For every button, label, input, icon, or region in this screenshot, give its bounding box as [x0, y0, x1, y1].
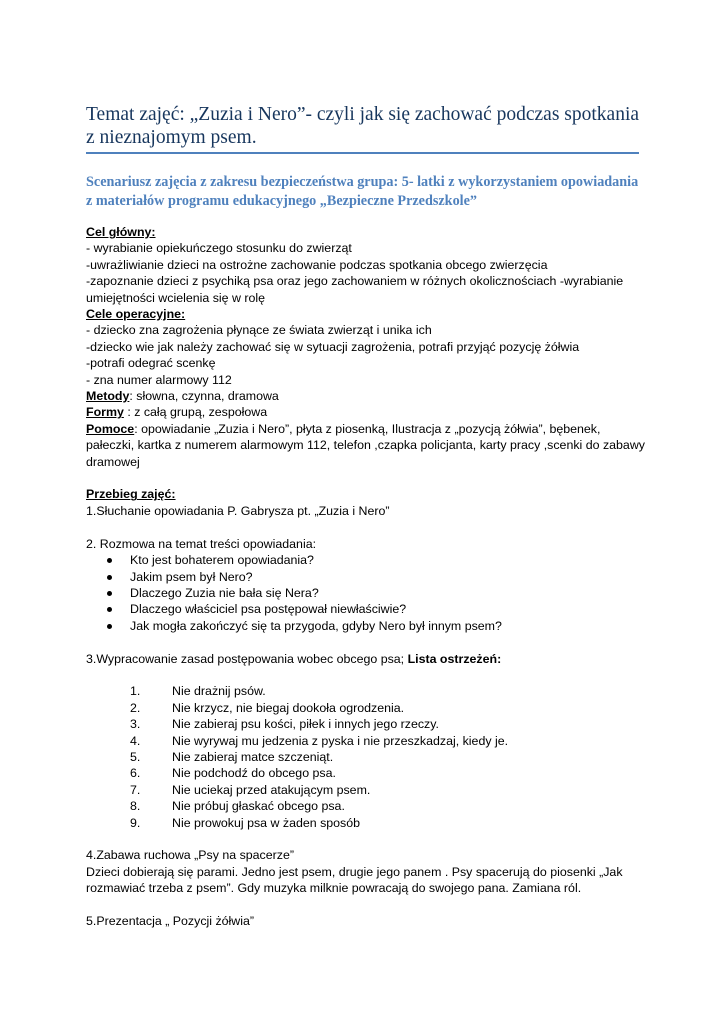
rule-number: 1. [130, 684, 141, 699]
cel-glowny-item: - wyrabianie opiekuńczego stosunku do zwierząt [86, 241, 352, 256]
step-2: 2. Rozmowa na temat treści opowiadania: [86, 536, 317, 551]
page-subtitle: Scenariusz zajęcia z zakresu bezpieczeństwa grupa: 5- latki z wykorzystaniem opowiadania z materiałów programu edukacyjnego „Bezpieczne Przedszkole” [86, 174, 639, 209]
metody-text: : słowna, czynna, dramowa [129, 389, 279, 404]
cel-glowny-label: Cel główny: [86, 225, 156, 239]
rule-text: Nie drażnij psów. [172, 684, 266, 699]
rule-text: Nie zabieraj matce szczeniąt. [172, 749, 334, 764]
bullet-icon [107, 591, 112, 596]
rule-text: Nie próbuj głaskać obcego psa. [172, 799, 345, 814]
rule-number: 5. [130, 749, 141, 764]
question-text: Jakim psem był Nero? [130, 569, 253, 584]
list-item [86, 749, 646, 765]
list-item [86, 765, 646, 781]
rule-number: 6. [130, 766, 141, 781]
rules-list [86, 683, 646, 831]
rule-text: Nie prowokuj psa w żaden sposób [172, 815, 361, 830]
rule-text: Nie krzycz, nie biegaj dookoła ogrodzenia. [172, 700, 405, 715]
list-item [86, 733, 646, 749]
bullet-icon [107, 607, 112, 612]
rule-text: Nie zabieraj psu kości, piłek i innych jego rzeczy. [172, 717, 439, 732]
przebieg-label: Przebieg zajęć: [86, 487, 176, 502]
formy-label: Formy [86, 405, 124, 420]
step-3-text: 3.Wypracowanie zasad postępowania wobec obcego psa; [86, 651, 408, 666]
list-item [86, 700, 646, 716]
bullet-icon [107, 575, 112, 580]
rule-number: 3. [130, 717, 141, 732]
pomoce-line [86, 421, 646, 470]
step-4: 4.Zabawa ruchowa „Psy na spacerze” [86, 848, 294, 863]
cel-glowny-item: -zapoznanie dzieci z psychiką psa oraz jego zachowaniem w różnych okolicznościach -wyrabianie umiejętności wcielenia się w rolę [86, 274, 624, 305]
list-item [86, 552, 646, 568]
question-text: Kto jest bohaterem opowiadania? [130, 553, 314, 568]
rule-number: 8. [130, 799, 141, 814]
list-item [86, 585, 646, 601]
title-divider [86, 152, 639, 154]
cele-operacyjne-label: Cele operacyjne: [86, 307, 186, 322]
metody-line [86, 388, 646, 404]
cele-operacyjne-item: - zna numer alarmowy 112 [86, 372, 232, 387]
cel-glowny-item: -uwrażliwianie dzieci na ostrożne zachowanie podczas spotkania obcego zwierzęcia [86, 257, 548, 272]
rule-number: 4. [130, 733, 141, 748]
question-text: Dlaczego właściciel psa postępował niewłaściwie? [130, 602, 407, 617]
question-text: Jak mogła zakończyć się ta przygoda, gdyby Nero był innym psem? [130, 618, 502, 633]
page-title: Temat zajęć: „Zuzia i Nero”- czyli jak się zachować podczas spotkania z nieznajomym psem. [86, 104, 640, 148]
document-body [86, 224, 646, 929]
spacer [86, 519, 646, 535]
bullet-icon [107, 558, 112, 563]
rule-number: 7. [130, 782, 141, 797]
list-item [86, 618, 646, 634]
step-5: 5.Prezentacja „ Pozycji żółwia” [86, 913, 255, 928]
step-3-bold: Lista ostrzeżeń: [407, 651, 502, 666]
rule-text: Nie uciekaj przed atakującym psem. [172, 782, 371, 797]
metody-label: Metody [86, 389, 130, 404]
spacer [86, 634, 646, 650]
cele-operacyjne-item: - dziecko zna zagrożenia płynące ze świata zwierząt i unika ich [86, 323, 432, 338]
pomoce-label: Pomoce [86, 421, 135, 436]
cele-operacyjne-item: -dziecko wie jak należy zachować się w sytuacji zagrożenia, potrafi przyjąć pozycję żółwia [86, 339, 580, 354]
rule-number: 9. [130, 815, 141, 830]
question-text: Dlaczego Zuzia nie bała się Nera? [130, 585, 319, 600]
rule-number: 2. [130, 700, 141, 715]
list-item [86, 815, 646, 831]
formy-text: : z całą grupą, zespołowa [123, 405, 268, 420]
list-item [86, 798, 646, 814]
rule-text: Nie podchodź do obcego psa. [172, 766, 336, 781]
pomoce-text: : opowiadanie „Zuzia i Nero”, płyta z piosenką, Ilustracja z „pozycją żółwia”, bębenek, pałeczki, kartka z numerem alarmowym 112, telefon ,czapka policjanta, karty pracy ,scenki do zabawy dramowej [86, 421, 645, 469]
spacer [86, 470, 646, 486]
rule-text: Nie wyrywaj mu jedzenia z pyska i nie przeszkadzaj, kiedy je. [172, 733, 509, 748]
bullet-icon [107, 624, 112, 629]
cele-operacyjne-item: -potrafi odegrać scenkę [86, 356, 216, 371]
spacer [86, 667, 646, 683]
list-item [86, 569, 646, 585]
list-item [86, 782, 646, 798]
spacer [86, 897, 646, 913]
step-1: 1.Słuchanie opowiadania P. Gabrysza pt. „Zuzia i Nero” [86, 503, 390, 518]
step-3 [86, 651, 646, 667]
question-list [86, 552, 646, 634]
list-item [86, 683, 646, 699]
list-item [86, 716, 646, 732]
step-4-text: Dzieci dobierają się parami. Jedno jest psem, drugie jego panem . Psy spacerują do piosenki „Jak rozmawiać trzeba z psem”. Gdy muzyka milknie powracają do swojego pana. Zamiana ról. [86, 864, 623, 896]
spacer [86, 831, 646, 847]
formy-line [86, 404, 646, 420]
list-item [86, 601, 646, 617]
